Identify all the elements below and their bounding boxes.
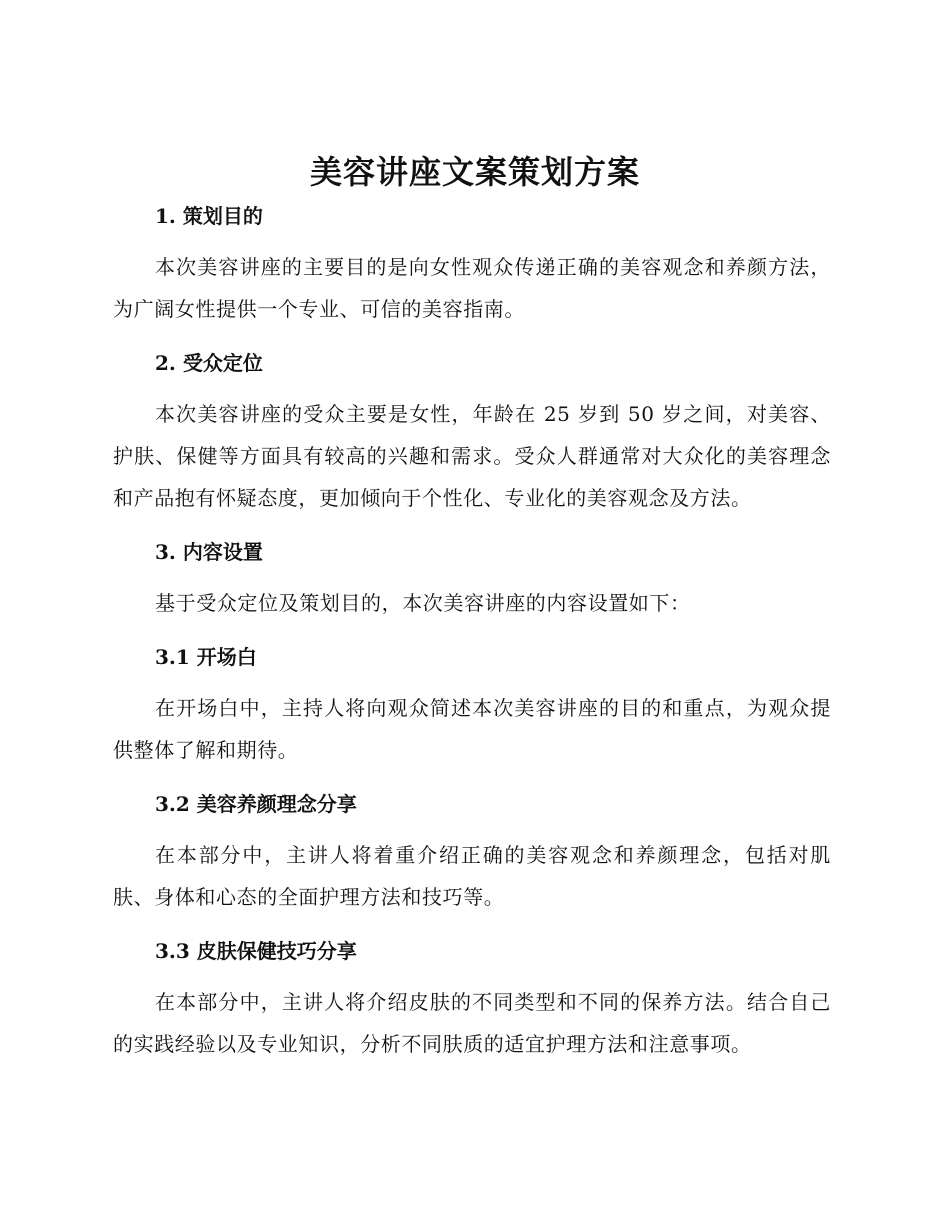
document-body: [113, 200, 831, 1065]
section-heading: 3.2 美容养颜理念分享: [155, 792, 357, 816]
section-heading: 3.3 皮肤保健技巧分享: [155, 939, 357, 963]
section-audience: [113, 347, 831, 536]
section-heading: 2. 受众定位: [155, 351, 263, 375]
section-heading: 3.1 开场白: [155, 645, 257, 669]
section-paragraph: 在开场白中，主持人将向观众简述本次美容讲座的目的和重点，为观众提供整体了解和期待。: [113, 696, 831, 762]
section-heading: 1. 策划目的: [155, 204, 263, 228]
section-paragraph: 在本部分中，主讲人将介绍皮肤的不同类型和不同的保养方法。结合自己的实践经验以及专业知识，分析不同肤质的适宜护理方法和注意事项。: [113, 990, 831, 1056]
section-content-setup: [113, 536, 831, 641]
section-beauty-philosophy: [113, 788, 831, 935]
section-paragraph: 本次美容讲座的主要目的是向女性观众传递正确的美容观念和养颜方法，为广阔女性提供一个专业、可信的美容指南。: [113, 255, 831, 321]
section-opening: [113, 641, 831, 788]
document-title: 美容讲座文案策划方案: [309, 153, 640, 191]
section-skincare-tips: [113, 935, 831, 1065]
section-paragraph: 基于受众定位及策划目的，本次美容讲座的内容设置如下：: [155, 591, 691, 615]
section-paragraph: 本次美容讲座的受众主要是女性，年龄在 25 岁到 50 岁之间，对美容、护肤、保健等方面具有较高的兴趣和需求。受众人群通常对大众化的美容理念和产品抱有怀疑态度，更加倾向于个性化、专业化的美容观念及方法。: [113, 402, 831, 510]
section-paragraph: 在本部分中，主讲人将着重介绍正确的美容观念和养颜理念，包括对肌肤、身体和心态的全面护理方法和技巧等。: [113, 843, 831, 909]
section-heading: 3. 内容设置: [155, 540, 263, 564]
section-purpose: [113, 200, 831, 347]
